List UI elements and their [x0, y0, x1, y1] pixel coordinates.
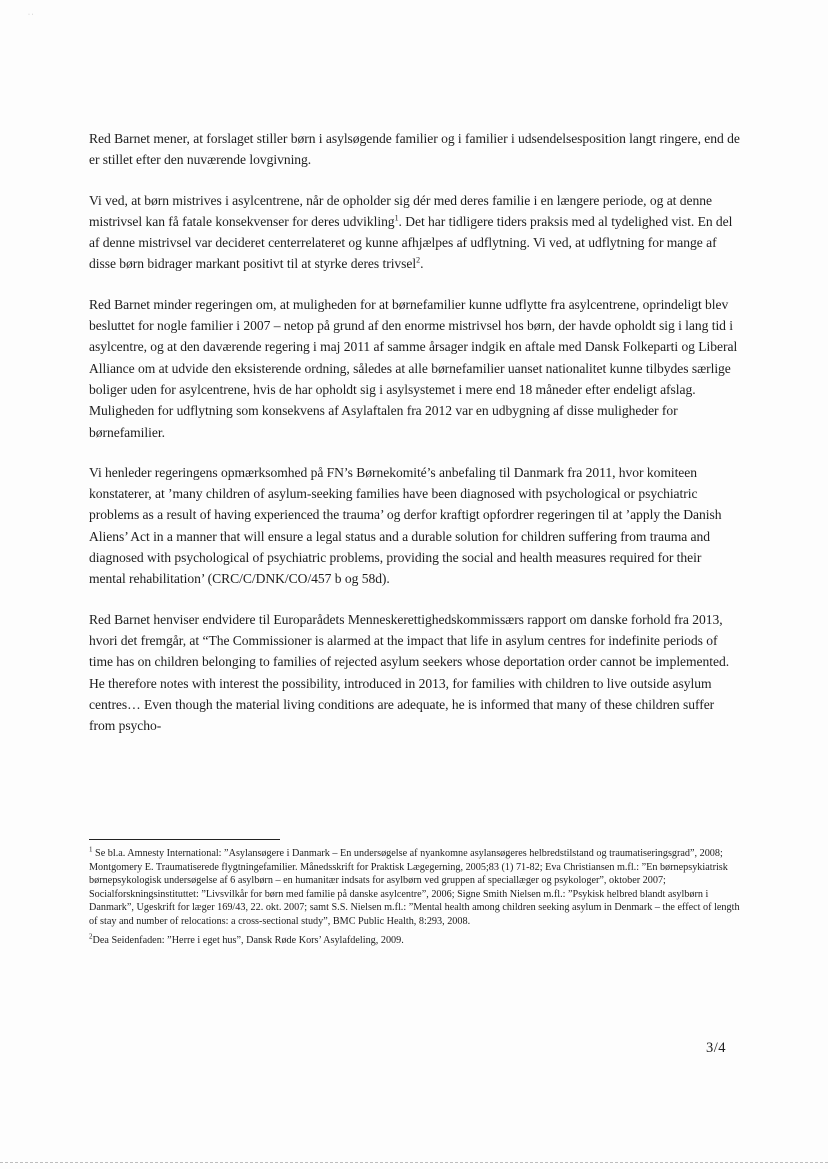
scan-mark: · ·: [28, 12, 34, 18]
bottom-edge-line: [0, 1162, 828, 1163]
paragraph-2-start: Vi ved, at børn mistrives i asylcentrene, når de opholder sig dér med deres familie i en længere periode, og at denne mistrivsel kan få fatale konsekvenser for deres udvikling: [89, 192, 712, 229]
footnote-2: [89, 934, 743, 948]
footnote-2-marker: 2: [89, 932, 93, 941]
footnote-1: [89, 847, 743, 929]
paragraph-2: [89, 190, 741, 275]
footnote-ref-2: 2: [416, 255, 421, 265]
paragraph-1: Red Barnet mener, at forslaget stiller børn i asylsøgende familier og i familier i udsendelsesposition langt ringere, end de er stillet efter den nuværende lovgivning.: [89, 131, 740, 168]
body-text: [89, 128, 741, 755]
paragraph-2-end: .: [420, 256, 424, 272]
paragraph-2-middle: . Det har tidligere tiders praksis med al tydelighed vist. En del af denne mistrivsel var decideret centerrelateret og kunne afhjælpes af udflytning. Vi ved, at udflytning for mange af disse børn bidrager markant positivt til at styrke deres trivsel: [89, 213, 733, 272]
footnote-1-text: Se bl.a. Amnesty International: ”Asylansøgere i Danmark – En undersøgelse af nyankomne asylansøgeres helbredstilstand og traumatiseringsgrad”, 2008; Montgomery E. Traumatiserede flygtningefamilier. Månedsskrift for Praktisk Lægegerning, 2005;83 (1) 71-82; Eva Christiansen m.fl.: ”En børnepsykiatrisk børnepsykologisk undersøgelse af 6 asylbørn – en humanitær indsats for asylbørn ved gruppen af speciallæger og psykologer”, oktober 2007; Socialforskningsinstituttet: ”Livsvilkår for børn med familie på danske asylcentre”, 2006; Signe Smith Nielsen m.fl.: ”Psykisk helbred blandt asylbørn i Danmark”, Ugeskrift for læger 169/43, 22. okt. 2007; samt S.S. Nielsen m.fl.: ”Mental health among children seeking asylum in Denmark – the effect of length of stay and number of relocations: a cross-sectional study”, BMC Public Health, 8:293, 2008.: [89, 848, 740, 927]
footnote-2-text: Dea Seidenfaden: ”Herre i eget hus”, Dansk Røde Kors’ Asylafdeling, 2009.: [92, 934, 404, 946]
footnote-1-marker: 1: [89, 845, 93, 854]
footnote-ref-1: 1: [394, 213, 399, 223]
footnote-separator: [89, 839, 280, 840]
page-number: 3/4: [706, 1040, 727, 1056]
paragraph-3: Red Barnet minder regeringen om, at muligheden for at børnefamilier kunne udflytte fra asylcentrene, oprindeligt blev besluttet for nogle familier i 2007 – netop på grund af den enorme mistrivsel hos børn, der havde opholdt sig i lang tid i asylcentre, og at den daværende regering i maj 2011 af samme årsager indgik en aftale med Dansk Folkeparti og Liberal Alliance om at udvide den eksisterende ordning, således at alle børnefamilier uanset nationalitet kunne tilbydes særlige boliger uden for asylcentrene, hvis de har opholdt sig i asylsystemet i mere end 18 måneder efter endeligt afslag. Muligheden for udflytning som konsekvens af Asylaftalen fra 2012 var en udbygning af disse muligheder for børnefamilier.: [89, 296, 738, 440]
footnotes: [89, 847, 743, 952]
paragraph-5: Red Barnet henviser endvidere til Europarådets Menneskerettighedskommissærs rapport om danske forhold fra 2013, hvori det fremgår, at “The Commissioner is alarmed at the impact that life in asylum centres for indefinite periods of time has on children belonging to families of rejected asylum seekers whose deportation order cannot be implemented. He therefore notes with interest the possibility, introduced in 2013, for families with children to live outside asylum centres… Even though the material living conditions are adequate, he is informed that many of these children suffer from psycho-: [89, 611, 730, 734]
paragraph-4: Vi henleder regeringens opmærksomhed på FN’s Børnekomité’s anbefaling til Danmark fra 2011, hvor komiteen konstaterer, at ’many children of asylum-seeking families have been diagnosed with psychological or psychiatric problems as a result of having experienced the trauma’ og derfor kraftigt opfordrer regeringen til at ’apply the Danish Aliens’ Act in a manner that will ensure a legal status and a durable solution for children suffering from trauma and diagnosed with psychological of psychiatric problems, providing the social and health measures required for their mental rehabilitation’ (CRC/C/DNK/CO/457 b og 58d).: [89, 464, 722, 587]
